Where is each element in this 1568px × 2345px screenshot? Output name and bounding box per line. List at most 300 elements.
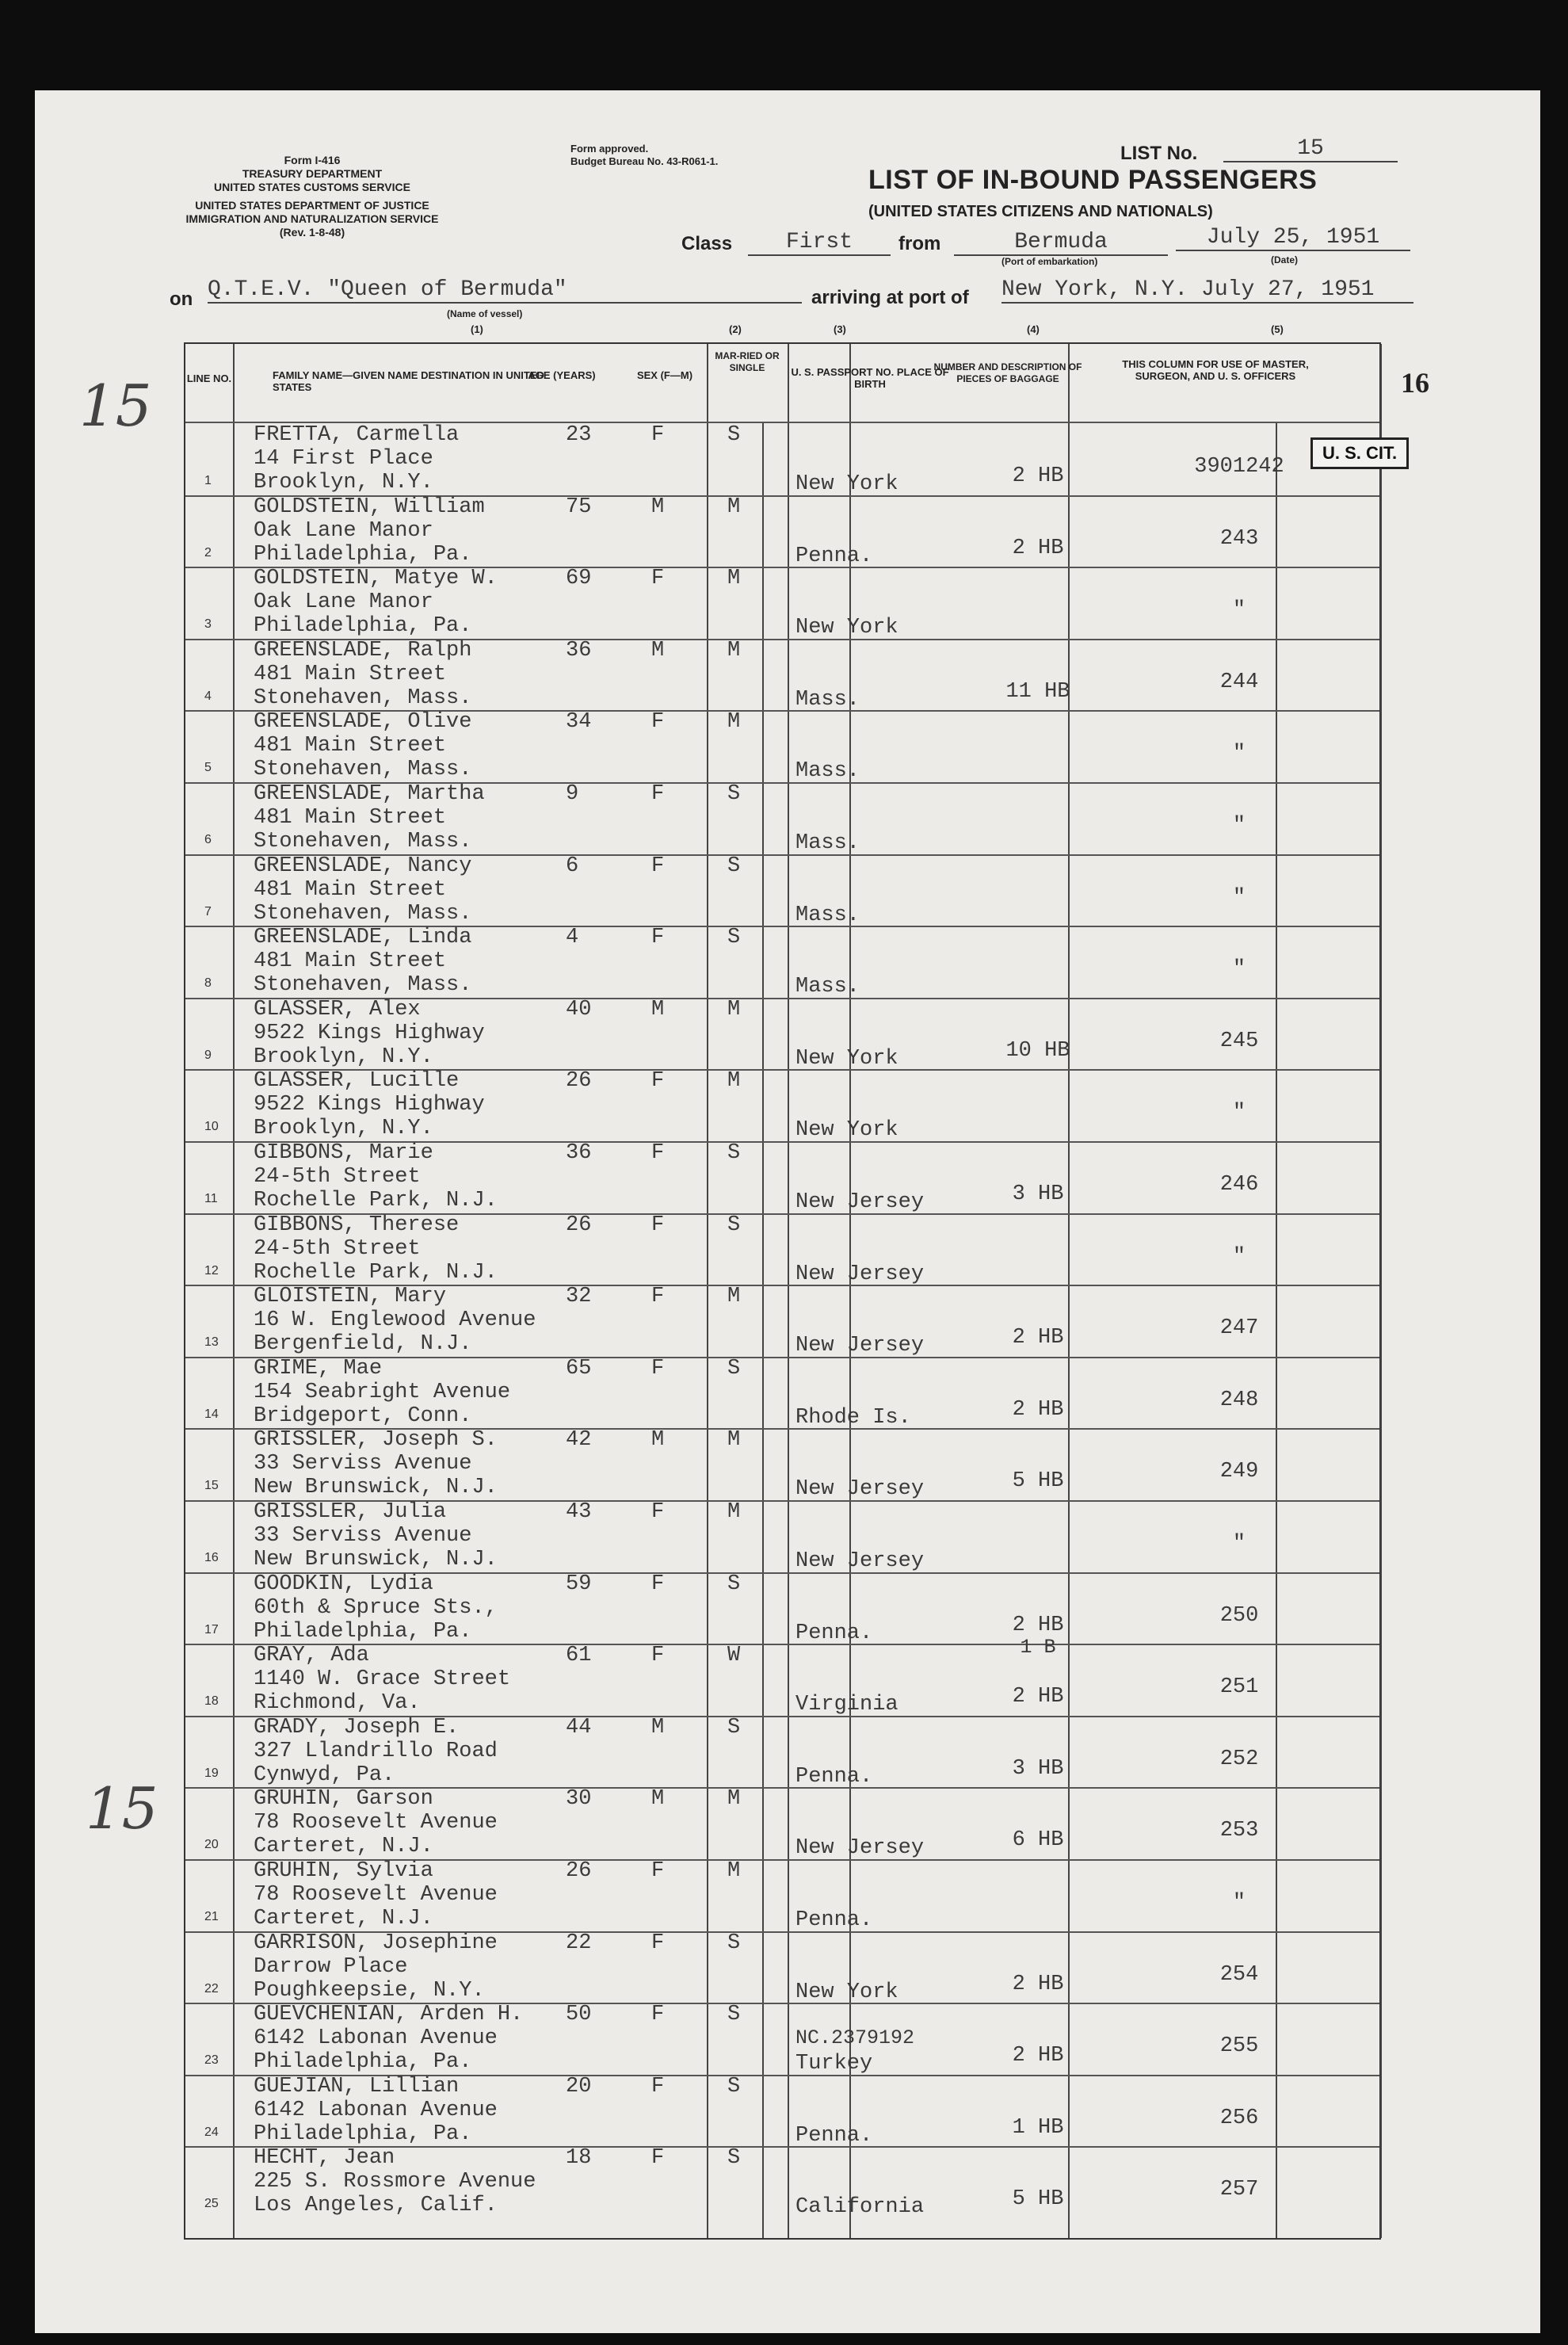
marital-status: S bbox=[727, 782, 741, 806]
line-number: 14 bbox=[204, 1407, 219, 1421]
place-of-birth: Rhode Is. bbox=[795, 1405, 911, 1430]
line-number: 18 bbox=[204, 1694, 219, 1709]
passenger-city: Los Angeles, Calif. bbox=[254, 2194, 498, 2218]
arriving-label: arriving at port of bbox=[811, 287, 969, 308]
marital-status: S bbox=[727, 1141, 741, 1165]
passenger-name: GUEJIAN, Lillian bbox=[254, 2074, 460, 2099]
passport-number: NC.2379192 bbox=[795, 2026, 915, 2050]
passenger-age: 43 bbox=[566, 1500, 592, 1524]
place-of-birth: Turkey bbox=[795, 2052, 873, 2076]
baggage-count: 2 HB bbox=[1012, 1613, 1064, 1637]
passenger-city: Richmond, Va. bbox=[254, 1691, 421, 1716]
passenger-sex: F bbox=[651, 926, 665, 950]
passenger-city: Philadelphia, Pa. bbox=[254, 2050, 472, 2075]
col-header-name: FAMILY NAME—GIVEN NAME DESTINATION IN UNITED STATES bbox=[273, 369, 544, 393]
passenger-city: Stonehaven, Mass. bbox=[254, 758, 472, 782]
passenger-name: GRAY, Ada bbox=[254, 1644, 369, 1668]
line-number: 10 bbox=[204, 1120, 219, 1134]
officer-number: " bbox=[1232, 1891, 1246, 1915]
baggage-count: 2 HB bbox=[1012, 1685, 1064, 1709]
table-row bbox=[185, 2003, 1379, 2075]
baggage-count: 2 HB bbox=[1012, 464, 1064, 488]
table-row bbox=[185, 423, 1379, 495]
approval-line2: Budget Bureau No. 43-R061-1. bbox=[570, 155, 719, 167]
passenger-name: HECHT, Jean bbox=[254, 2146, 395, 2171]
place-of-birth: New Jersey bbox=[795, 1549, 925, 1573]
col-header-baggage: NUMBER AND DESCRIPTION OF PIECES OF BAGGAGE bbox=[933, 361, 1082, 384]
table-row bbox=[185, 782, 1379, 854]
marital-status: S bbox=[727, 2074, 741, 2099]
passenger-address: 9522 Kings Highway bbox=[254, 1093, 485, 1117]
passenger-city: Rochelle Park, N.J. bbox=[254, 1189, 498, 1213]
col-divider bbox=[1380, 344, 1382, 2238]
marital-status: W bbox=[727, 1644, 741, 1668]
passenger-age: 18 bbox=[566, 2146, 592, 2171]
passenger-age: 4 bbox=[566, 926, 579, 950]
passenger-age: 65 bbox=[566, 1356, 592, 1381]
class-value: First bbox=[748, 230, 891, 256]
customs-service: UNITED STATES CUSTOMS SERVICE bbox=[214, 181, 410, 193]
passenger-address: 60th & Spruce Sts., bbox=[254, 1595, 498, 1620]
officer-number: " bbox=[1232, 814, 1246, 838]
passenger-sex: F bbox=[651, 1572, 665, 1596]
col-header-married: MAR-RIED OR SINGLE bbox=[715, 350, 780, 373]
passenger-age: 36 bbox=[566, 1141, 592, 1165]
baggage-count: 11 HB bbox=[1005, 679, 1070, 704]
baggage-count: 2 HB bbox=[1012, 1397, 1064, 1422]
from-label: from bbox=[898, 233, 941, 254]
marital-status: M bbox=[727, 1500, 741, 1524]
passenger-name: GRUHIN, Sylvia bbox=[254, 1859, 433, 1883]
passenger-sex: F bbox=[651, 423, 665, 447]
passenger-name: GARRISON, Josephine bbox=[254, 1931, 498, 1955]
place-of-birth: Mass. bbox=[795, 975, 860, 999]
approval-line1: Form approved. bbox=[570, 143, 649, 155]
passenger-name: GREENSLADE, Nancy bbox=[254, 854, 472, 878]
place-of-birth: Virginia bbox=[795, 1693, 898, 1717]
line-number: 13 bbox=[204, 1335, 219, 1350]
line-number: 6 bbox=[204, 833, 212, 846]
passenger-address: 6142 Labonan Avenue bbox=[254, 2026, 498, 2051]
treasury-dept: TREASURY DEPARTMENT bbox=[242, 167, 383, 180]
form-title: LIST OF IN-BOUND PASSENGERS bbox=[868, 165, 1318, 195]
col-num-3: (3) bbox=[834, 323, 846, 335]
col-header-passport: U. S. PASSPORT NO. PLACE OF BIRTH bbox=[791, 366, 949, 390]
form-subtitle: (UNITED STATES CITIZENS AND NATIONALS) bbox=[868, 203, 1213, 220]
passenger-name: FRETTA, Carmella bbox=[254, 423, 460, 447]
passenger-name: GREENSLADE, Ralph bbox=[254, 638, 472, 663]
form-number: Form I-416 bbox=[284, 154, 341, 166]
place-of-birth: Mass. bbox=[795, 903, 860, 927]
officer-number: " bbox=[1232, 1101, 1246, 1125]
passenger-city: Brooklyn, N.Y. bbox=[254, 1045, 433, 1069]
justice-dept: UNITED STATES DEPARTMENT OF JUSTICE bbox=[195, 199, 429, 212]
passenger-city: Stonehaven, Mass. bbox=[254, 901, 472, 926]
passenger-sex: F bbox=[651, 1069, 665, 1094]
passenger-age: 9 bbox=[566, 782, 579, 806]
passenger-city: Cynwyd, Pa. bbox=[254, 1763, 395, 1787]
line-number: 8 bbox=[204, 976, 212, 991]
passenger-sex: M bbox=[651, 997, 665, 1022]
passenger-address: 225 S. Rossmore Avenue bbox=[254, 2170, 536, 2194]
table-row bbox=[185, 1787, 1379, 1859]
marital-status: S bbox=[727, 2146, 741, 2171]
line-number: 15 bbox=[204, 1479, 219, 1493]
passenger-address: 33 Serviss Avenue bbox=[254, 1524, 472, 1548]
passenger-address: 24-5th Street bbox=[254, 1165, 421, 1189]
passenger-sex: F bbox=[651, 2003, 665, 2027]
passenger-age: 69 bbox=[566, 567, 592, 591]
baggage-count-extra: 1 B bbox=[1020, 1635, 1056, 1659]
line-number: 21 bbox=[204, 1910, 219, 1923]
baggage-count: 2 HB bbox=[1012, 2044, 1064, 2068]
passenger-address: 481 Main Street bbox=[254, 949, 447, 974]
passenger-age: 30 bbox=[566, 1787, 592, 1812]
table-row bbox=[185, 710, 1379, 782]
arrival-port-date: New York, N.Y. July 27, 1951 bbox=[1001, 277, 1413, 304]
passenger-city: Carteret, N.J. bbox=[254, 1835, 433, 1859]
place-of-birth: New Jersey bbox=[795, 1477, 925, 1502]
table-row bbox=[185, 1069, 1379, 1141]
line-number: 24 bbox=[204, 2125, 219, 2139]
passenger-address: 327 Llandrillo Road bbox=[254, 1739, 498, 1763]
passenger-city: Brooklyn, N.Y. bbox=[254, 471, 433, 495]
passenger-sex: M bbox=[651, 1428, 665, 1453]
passenger-city: Stonehaven, Mass. bbox=[254, 973, 472, 998]
line-number: 19 bbox=[204, 1766, 219, 1780]
place-of-birth: Penna. bbox=[795, 1908, 873, 1932]
passenger-sex: M bbox=[651, 1715, 665, 1740]
passenger-city: New Brunswick, N.J. bbox=[254, 1476, 498, 1500]
passenger-name: GRUHIN, Garson bbox=[254, 1787, 433, 1812]
table-row bbox=[185, 1500, 1379, 1572]
passenger-age: 61 bbox=[566, 1644, 592, 1668]
passenger-city: Rochelle Park, N.J. bbox=[254, 1260, 498, 1285]
from-value: Bermuda bbox=[954, 230, 1168, 256]
table-row bbox=[185, 926, 1379, 998]
baggage-count: 3 HB bbox=[1012, 1756, 1064, 1781]
table-row bbox=[185, 1285, 1379, 1357]
budget-approval bbox=[570, 143, 718, 168]
passenger-sex: F bbox=[651, 1931, 665, 1955]
col-header-line: LINE NO. bbox=[186, 372, 232, 384]
passenger-address: 78 Roosevelt Avenue bbox=[254, 1883, 498, 1907]
passenger-name: GIBBONS, Therese bbox=[254, 1213, 460, 1237]
passenger-name: GREENSLADE, Martha bbox=[254, 782, 485, 806]
passenger-name: GLASSER, Alex bbox=[254, 997, 421, 1022]
port-embark-note: (Port of embarkation) bbox=[1001, 256, 1098, 267]
col-header-sex: SEX (F—M) bbox=[636, 369, 693, 381]
table-row bbox=[185, 567, 1379, 639]
passenger-age: 26 bbox=[566, 1213, 592, 1237]
line-number: 23 bbox=[204, 2053, 219, 2068]
place-of-birth: Penna. bbox=[795, 544, 873, 568]
passenger-city: Philadelphia, Pa. bbox=[254, 614, 472, 639]
line-number: 1 bbox=[204, 474, 212, 487]
baggage-count: 3 HB bbox=[1012, 1182, 1064, 1206]
passenger-sex: F bbox=[651, 1356, 665, 1381]
line-number: 9 bbox=[204, 1048, 212, 1062]
passenger-address: Oak Lane Manor bbox=[254, 590, 433, 615]
passenger-sex: F bbox=[651, 782, 665, 806]
table-row bbox=[185, 854, 1379, 926]
marital-status: S bbox=[727, 1715, 741, 1740]
line-number: 25 bbox=[204, 2197, 219, 2211]
vessel-note: (Name of vessel) bbox=[447, 308, 523, 319]
marital-status: S bbox=[727, 2003, 741, 2027]
officer-number: 247 bbox=[1219, 1316, 1259, 1341]
passenger-name: GRIME, Mae bbox=[254, 1356, 383, 1381]
officer-number: " bbox=[1232, 742, 1246, 766]
marital-status: M bbox=[727, 710, 741, 735]
col-header-age: AGE (YEARS) bbox=[528, 369, 596, 381]
officer-number: 245 bbox=[1219, 1029, 1259, 1053]
officer-number: 252 bbox=[1219, 1747, 1259, 1771]
table-row bbox=[185, 1644, 1379, 1716]
place-of-birth: Mass. bbox=[795, 831, 860, 855]
line-number: 11 bbox=[204, 1192, 218, 1205]
place-of-birth: New Jersey bbox=[795, 1262, 925, 1286]
officer-number: 257 bbox=[1219, 2178, 1259, 2202]
col-num-2: (2) bbox=[729, 323, 742, 335]
officer-number: 251 bbox=[1219, 1675, 1259, 1700]
passenger-sex: F bbox=[651, 1644, 665, 1668]
place-of-birth: New York bbox=[795, 616, 898, 640]
officer-number: " bbox=[1232, 1532, 1246, 1556]
date-note: (Date) bbox=[1271, 254, 1299, 265]
officer-number: " bbox=[1232, 885, 1246, 910]
table-row bbox=[185, 1357, 1379, 1429]
passenger-address: 481 Main Street bbox=[254, 877, 447, 902]
marital-status: S bbox=[727, 1213, 741, 1237]
marital-status: M bbox=[727, 1285, 741, 1309]
passenger-name: GIBBONS, Marie bbox=[254, 1141, 433, 1165]
passenger-address: 154 Seabright Avenue bbox=[254, 1380, 511, 1404]
passenger-city: Brooklyn, N.Y. bbox=[254, 1117, 433, 1141]
table-row bbox=[185, 1859, 1379, 1931]
table-row bbox=[185, 639, 1379, 711]
officer-number: 253 bbox=[1219, 1819, 1259, 1843]
place-of-birth: New York bbox=[795, 1046, 898, 1071]
passenger-age: 50 bbox=[566, 2003, 592, 2027]
table-row bbox=[185, 2075, 1379, 2147]
table-row bbox=[185, 1428, 1379, 1500]
passenger-sex: M bbox=[651, 1787, 665, 1812]
passenger-name: GOODKIN, Lydia bbox=[254, 1572, 433, 1596]
line-number: 17 bbox=[204, 1622, 219, 1637]
passenger-sex: F bbox=[651, 2074, 665, 2099]
passenger-name: GRISSLER, Julia bbox=[254, 1500, 447, 1524]
table-row bbox=[185, 2146, 1379, 2218]
passenger-address: 16 W. Englewood Avenue bbox=[254, 1308, 536, 1333]
baggage-count: 5 HB bbox=[1012, 1469, 1064, 1494]
passenger-name: GREENSLADE, Linda bbox=[254, 926, 472, 950]
place-of-birth: New York bbox=[795, 1980, 898, 2004]
table-row bbox=[185, 1141, 1379, 1213]
passenger-sex: F bbox=[651, 2146, 665, 2171]
passenger-name: GLOISTEIN, Mary bbox=[254, 1285, 447, 1309]
officer-number: 254 bbox=[1219, 1962, 1259, 1987]
passenger-age: 75 bbox=[566, 495, 592, 519]
line-number: 7 bbox=[204, 904, 212, 919]
line-number: 3 bbox=[204, 617, 212, 632]
passenger-sex: F bbox=[651, 567, 665, 591]
marital-status: S bbox=[727, 1356, 741, 1381]
passenger-city: New Brunswick, N.J. bbox=[254, 1548, 498, 1572]
passenger-sex: M bbox=[651, 495, 665, 519]
place-of-birth: Penna. bbox=[795, 1764, 873, 1789]
marital-status: M bbox=[727, 495, 741, 519]
officer-number: 250 bbox=[1219, 1603, 1259, 1628]
place-of-birth: New Jersey bbox=[795, 1334, 925, 1358]
ins-service: IMMIGRATION AND NATURALIZATION SERVICE bbox=[185, 212, 439, 225]
list-no-label: LIST No. bbox=[1120, 143, 1198, 164]
marital-status: M bbox=[727, 638, 741, 663]
place-of-birth: Penna. bbox=[795, 1621, 873, 1645]
passenger-name: GLASSER, Lucille bbox=[254, 1069, 460, 1094]
passenger-sex: F bbox=[651, 1859, 665, 1883]
passenger-address: 481 Main Street bbox=[254, 734, 447, 758]
officer-number: 244 bbox=[1219, 670, 1259, 694]
col-num-5: (5) bbox=[1271, 323, 1284, 335]
passenger-age: 59 bbox=[566, 1572, 592, 1596]
passenger-city: Carteret, N.J. bbox=[254, 1907, 433, 1931]
passenger-age: 6 bbox=[566, 854, 579, 878]
passenger-address: Oak Lane Manor bbox=[254, 518, 433, 543]
baggage-count: 6 HB bbox=[1012, 1828, 1064, 1853]
place-of-birth: New Jersey bbox=[795, 1836, 925, 1861]
officer-number: 256 bbox=[1219, 2106, 1259, 2130]
passenger-city: Philadelphia, Pa. bbox=[254, 542, 472, 567]
marital-status: S bbox=[727, 1572, 741, 1596]
margin-note: 15 bbox=[79, 372, 152, 439]
departure-date: July 25, 1951 bbox=[1176, 225, 1410, 251]
passenger-age: 44 bbox=[566, 1715, 592, 1740]
baggage-count: 2 HB bbox=[1012, 1326, 1064, 1350]
marital-status: M bbox=[727, 1859, 741, 1883]
passenger-sex: F bbox=[651, 1141, 665, 1165]
officer-number: 255 bbox=[1219, 2034, 1259, 2059]
us-citizen-stamp: U. S. CIT. bbox=[1310, 437, 1409, 469]
passenger-address: 33 Serviss Avenue bbox=[254, 1452, 472, 1476]
passenger-address: 14 First Place bbox=[254, 447, 433, 471]
line-number: 4 bbox=[204, 689, 212, 703]
passenger-city: Philadelphia, Pa. bbox=[254, 1619, 472, 1644]
marital-status: M bbox=[727, 567, 741, 591]
line-number: 2 bbox=[204, 545, 212, 560]
passenger-sex: F bbox=[651, 710, 665, 735]
line-number: 20 bbox=[204, 1838, 219, 1852]
passenger-age: 40 bbox=[566, 997, 592, 1022]
marital-status: M bbox=[727, 1428, 741, 1453]
baggage-count: 2 HB bbox=[1012, 536, 1064, 560]
passenger-sex: F bbox=[651, 1213, 665, 1237]
passenger-address: 78 Roosevelt Avenue bbox=[254, 1811, 498, 1835]
passenger-age: 34 bbox=[566, 710, 592, 735]
passenger-sex: F bbox=[651, 854, 665, 878]
passenger-city: Stonehaven, Mass. bbox=[254, 830, 472, 854]
baggage-count: 1 HB bbox=[1012, 2115, 1064, 2140]
passenger-address: 1140 W. Grace Street bbox=[254, 1667, 511, 1692]
line-number: 12 bbox=[204, 1263, 219, 1278]
passenger-sex: F bbox=[651, 1500, 665, 1524]
passenger-city: Bridgeport, Conn. bbox=[254, 1404, 472, 1428]
passenger-name: GOLDSTEIN, William bbox=[254, 495, 485, 519]
table-row bbox=[185, 1716, 1379, 1788]
marital-status: S bbox=[727, 1931, 741, 1955]
place-of-birth: New York bbox=[795, 1118, 898, 1143]
on-label: on bbox=[170, 288, 193, 310]
passenger-age: 26 bbox=[566, 1069, 592, 1094]
officer-number: " bbox=[1232, 957, 1246, 982]
passenger-city: Poughkeepsie, N.Y. bbox=[254, 1978, 485, 2003]
officer-number: 249 bbox=[1219, 1460, 1259, 1484]
passenger-name: GRISSLER, Joseph S. bbox=[254, 1428, 498, 1453]
line-number: 5 bbox=[204, 761, 212, 775]
class-label: Class bbox=[681, 233, 733, 254]
passenger-city: Philadelphia, Pa. bbox=[254, 2122, 472, 2146]
margin-note: 15 bbox=[86, 1775, 158, 1842]
place-of-birth: Mass. bbox=[795, 759, 860, 784]
passenger-address: Darrow Place bbox=[254, 1954, 408, 1979]
table-row bbox=[185, 1213, 1379, 1285]
marital-status: S bbox=[727, 854, 741, 878]
passenger-address: 6142 Labonan Avenue bbox=[254, 2098, 498, 2122]
vessel-name: Q.T.E.V. "Queen of Bermuda" bbox=[208, 277, 802, 304]
passenger-address: 24-5th Street bbox=[254, 1236, 421, 1261]
passenger-age: 26 bbox=[566, 1859, 592, 1883]
passenger-age: 22 bbox=[566, 1931, 592, 1955]
form-revision: (Rev. 1-8-48) bbox=[279, 226, 345, 239]
list-no-value: 15 bbox=[1223, 136, 1398, 162]
place-of-birth: Mass. bbox=[795, 687, 860, 712]
passenger-sex: F bbox=[651, 1285, 665, 1309]
table-row bbox=[185, 998, 1379, 1070]
form-header-agency bbox=[177, 154, 447, 239]
place-of-birth: New Jersey bbox=[795, 1190, 925, 1214]
marital-status: M bbox=[727, 1787, 741, 1812]
passenger-name: GUEVCHENIAN, Arden H. bbox=[254, 2003, 524, 2027]
marital-status: S bbox=[727, 926, 741, 950]
officer-number: 3901242 bbox=[1194, 455, 1284, 479]
col-num-1: (1) bbox=[471, 323, 483, 335]
passenger-age: 23 bbox=[566, 423, 592, 447]
officer-number: 246 bbox=[1219, 1173, 1259, 1197]
passenger-table bbox=[184, 342, 1381, 2240]
passenger-city: Stonehaven, Mass. bbox=[254, 686, 472, 710]
baggage-count: 2 HB bbox=[1012, 1972, 1064, 1996]
passenger-address: 481 Main Street bbox=[254, 662, 447, 686]
passenger-age: 36 bbox=[566, 638, 592, 663]
col-num-4: (4) bbox=[1027, 323, 1040, 335]
marital-status: M bbox=[727, 997, 741, 1022]
marital-status: M bbox=[727, 1069, 741, 1094]
passenger-address: 9522 Kings Highway bbox=[254, 1021, 485, 1045]
passenger-age: 20 bbox=[566, 2074, 592, 2099]
baggage-count: 10 HB bbox=[1005, 1038, 1070, 1063]
line-number: 22 bbox=[204, 1981, 219, 1996]
table-row bbox=[185, 1931, 1379, 2003]
col-header-officers: THIS COLUMN FOR USE OF MASTER, SURGEON, AND U. S. OFFICERS bbox=[1122, 358, 1309, 382]
passenger-address: 481 Main Street bbox=[254, 806, 447, 830]
officer-number: " bbox=[1232, 1244, 1246, 1269]
passenger-name: GRADY, Joseph E. bbox=[254, 1715, 460, 1740]
page-number: 16 bbox=[1401, 367, 1429, 399]
passenger-name: GREENSLADE, Olive bbox=[254, 710, 472, 735]
officer-number: 248 bbox=[1219, 1388, 1259, 1412]
passenger-age: 42 bbox=[566, 1428, 592, 1453]
place-of-birth: New York bbox=[795, 472, 898, 496]
